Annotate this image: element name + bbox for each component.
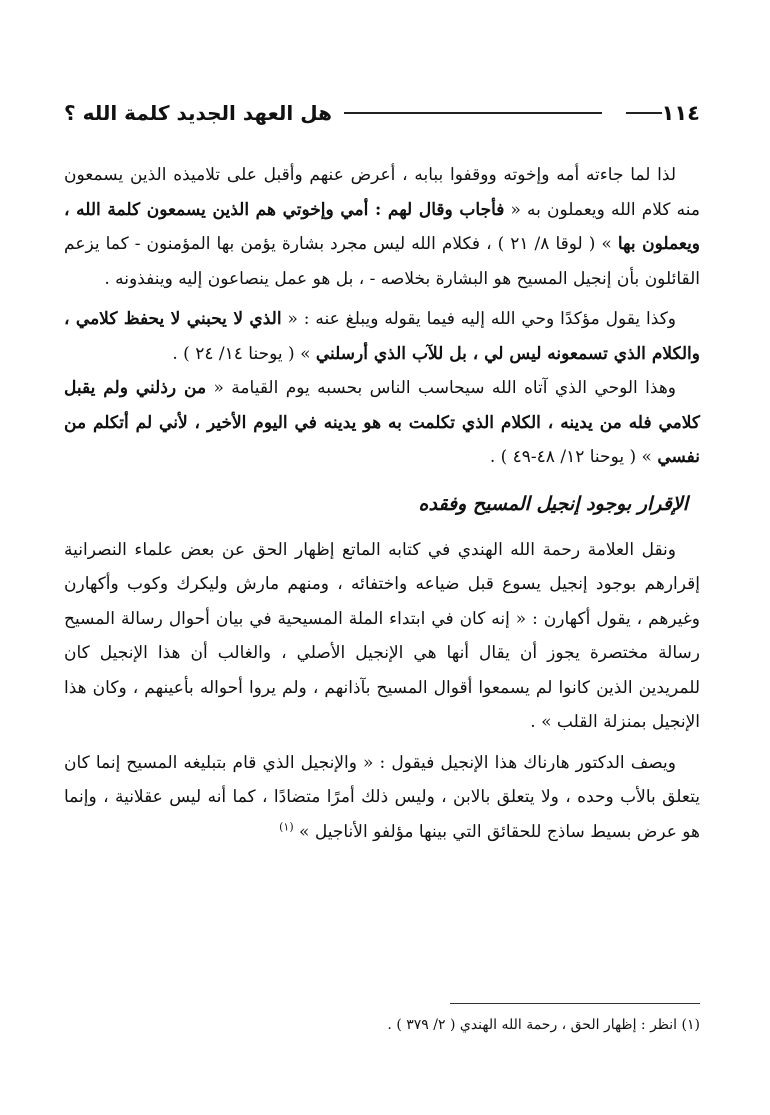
page-number: ١١٤	[661, 101, 700, 125]
paragraph-2	[64, 302, 700, 371]
section-heading: الإقرار بوجود إنجيل المسيح وفقده	[418, 492, 688, 515]
paragraph-4-text: ونقل العلامة رحمة الله الهندي في كتابه الماتع إظهار الحق عن بعض علماء النصرانية إقرارهم بوجود إنجيل يسوع قبل ضياعه واختفائه ، ومنهم مارش وليكرك وكوب وأكهارن وغيرهم ، يقول أكهارن : « إنه كان في ابتداء الملة المسيحية في بيان أحوال رسالة المسيح رسالة مختصرة يجوز أن يقال أنها هي الإنجيل الأصلي ، والغالب أن هذا الإنجيل كان للمريدين الذين كانوا لم يسمعوا أقوال المسيح بآذانهم ، ولم يروا أحواله بأعينهم ، وكان هذا الإنجيل بمنزلة القلب » .	[64, 539, 700, 732]
footnote: (١) انظر : إظهار الحق ، رحمة الله الهندي ( ٢/ ٣٧٩ ) .	[387, 1017, 700, 1033]
book-title: هل العهد الجديد كلمة الله ؟	[64, 101, 332, 125]
footnote-reference[interactable]: (١)	[279, 819, 294, 833]
footnote-separator	[450, 1003, 700, 1004]
paragraph-1-text: لذا لما جاءته أمه وإخوته ووقفوا ببابه ، أعرض عنهم وأقبل على تلاميذه الذين يسمعون منه كلام الله ويعملون به «	[64, 165, 701, 220]
paragraph-4	[64, 533, 700, 740]
header-rule-short	[626, 112, 662, 114]
paragraph-1-tail: » ( لوقا ٨/ ٢١ ) ، فكلام الله ليس مجرد بشارة يؤمن بها المؤمنون - كما يزعم القائلون بأن إنجيل المسيح هو البشارة بخلاصه - ، بل هو عمل ينصاعون إليه وينفذونه .	[64, 234, 700, 289]
page-body	[64, 158, 700, 849]
paragraph-3-quote: من رذلني ولم يقبل كلامي فله من يدينه ، الكلام الذي تكلمت به هو يدينه في اليوم الأخير ، لأني لم أتكلم من نفسي	[64, 378, 700, 467]
paragraph-5-text: ويصف الدكتور هارناك هذا الإنجيل فيقول : « والإنجيل الذي قام بتبليغه المسيح إنما كان يتعلق بالأب وحده ، ولا يتعلق بالابن ، وليس ذلك أمرًا متضادًا ، كما أنه ليس عقلانية ، وإنما هو عرض بسيط ساذج للحقائق التي بينها مؤلفو الأناجيل »	[64, 752, 700, 842]
paragraph-5	[64, 746, 700, 850]
paragraph-2-tail: » ( يوحنا ١٤/ ٢٤ ) .	[172, 343, 316, 364]
paragraph-3	[64, 371, 700, 475]
paragraph-2-quote: الذي لا يحبني لا يحفظ كلامي ، والكلام الذي تسمعونه ليس لي ، بل للآب الذي أرسلني	[64, 309, 700, 364]
paragraph-1-quote: فأجاب وقال لهم : أمي وإخوتي هم الذين يسمعون كلمة الله ، ويعملون بها	[64, 199, 701, 254]
running-header	[64, 96, 700, 130]
paragraph-2-text: وكذا يقول مؤكدًا وحي الله إليه فيما يقوله ويبلغ عنه : «	[281, 309, 676, 329]
paragraph-3-text: وهذا الوحي الذي آتاه الله سيحاسب الناس بحسبه يوم القيامة «	[206, 378, 676, 398]
paragraph-1	[64, 158, 700, 296]
paragraph-3-tail: » ( يوحنا ١٢/ ٤٨-٤٩ ) .	[489, 447, 658, 467]
header-rule-long	[344, 112, 602, 114]
